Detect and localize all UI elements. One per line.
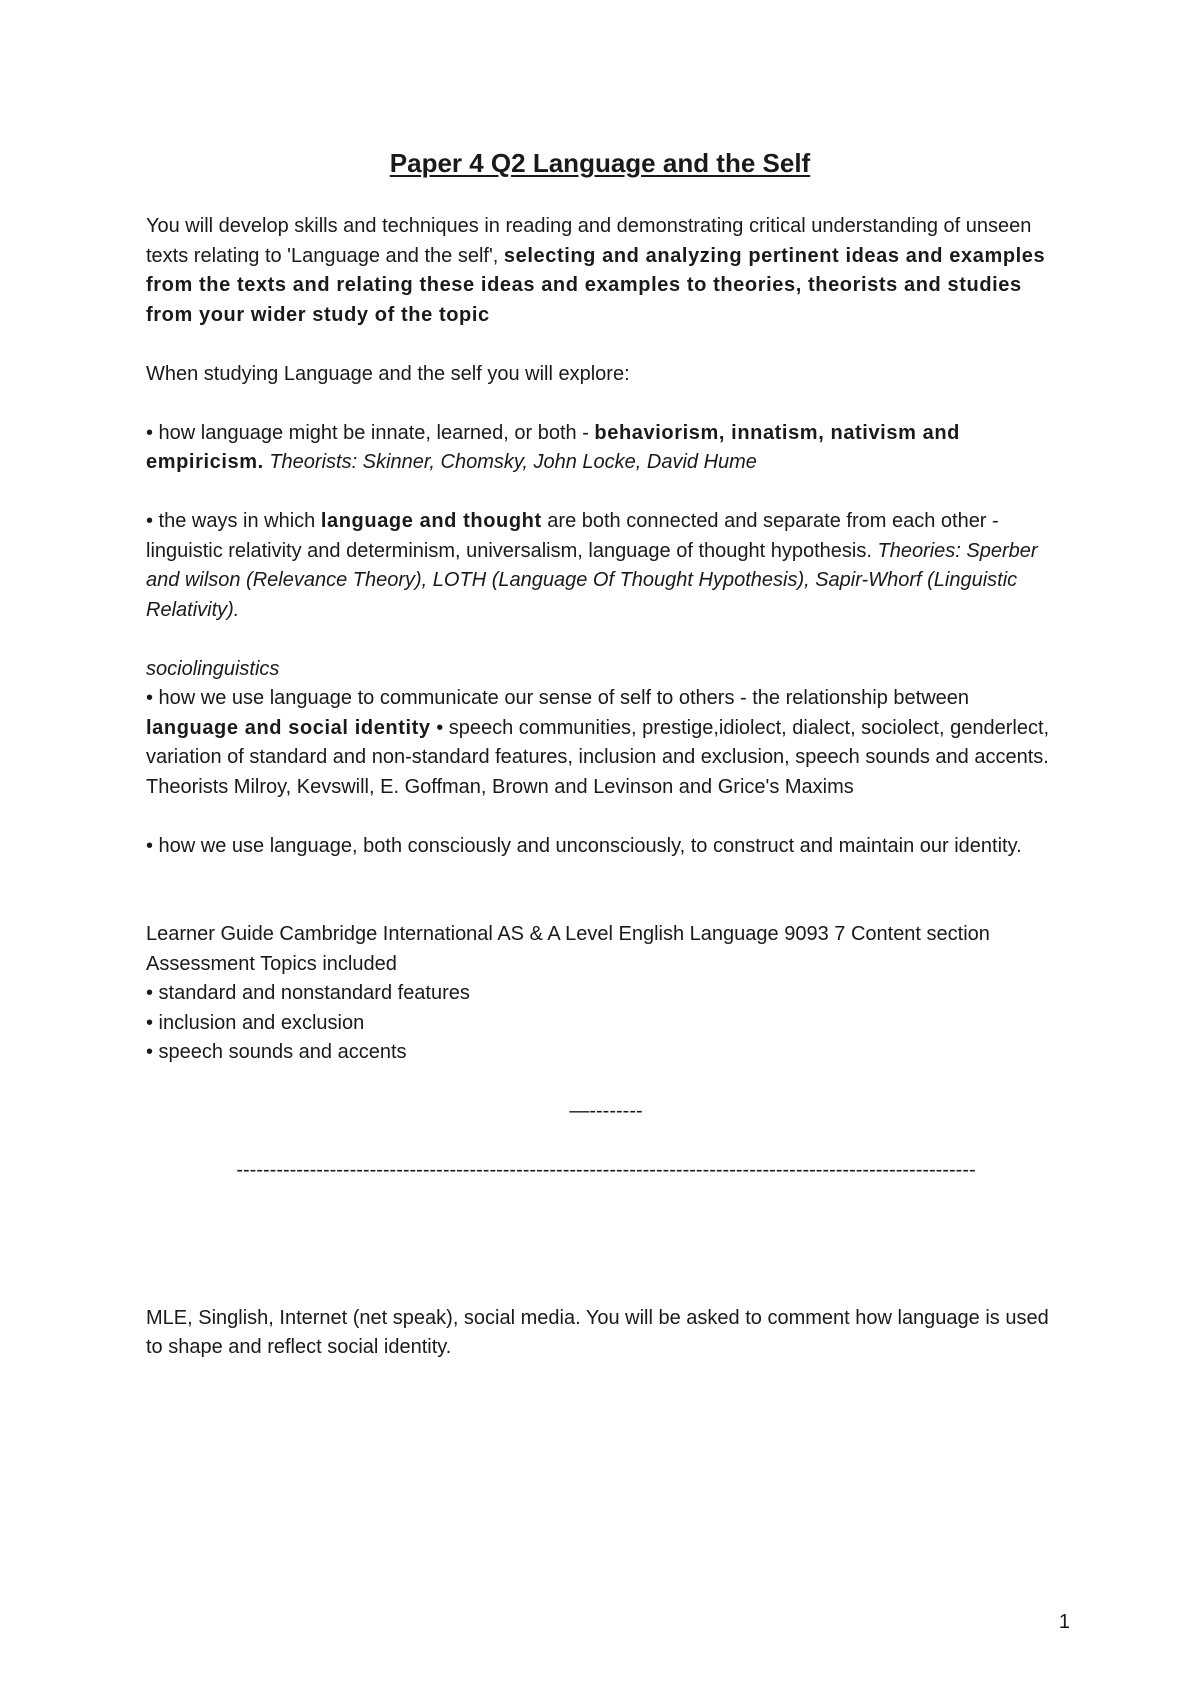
point-bold-text: language and social identity	[146, 716, 431, 739]
point-text: • the ways in which	[146, 510, 321, 532]
point-bold-text: behaviorism, innatism, nativism and empiricism.	[146, 421, 960, 473]
intro-paragraph	[146, 212, 1066, 330]
point-text: • how language might be innate, learned, or both -	[146, 421, 595, 444]
point-language-thought	[146, 507, 1066, 625]
point-italic-text: Theories: Sperber and wilson (Relevance Theory), LOTH (Language Of Thought Hypothesis), Sapir-Whorf (Linguistic Relativity).	[146, 539, 1038, 621]
long-separator: ---------------------------------------------------------------------------------------------------------------	[236, 1159, 976, 1181]
topic-item: • standard and nonstandard features	[146, 982, 470, 1004]
explore-heading: When studying Language and the self you will explore:	[146, 362, 630, 385]
document-body	[146, 212, 1066, 1363]
intro-bold-text: selecting and analyzing pertinent ideas and examples from the texts and relating these ideas and examples to theories, theorists and studies from your wider study of the topic	[146, 244, 1046, 326]
page-number: 1	[1058, 1611, 1070, 1633]
sociolinguistics-label: sociolinguistics	[146, 657, 280, 680]
point-innate-language	[146, 419, 1066, 478]
learner-guide-text: Learner Guide Cambridge International AS & A Level English Language 9093 7 Content section Assessment Topics included	[146, 923, 990, 975]
point-social-identity	[146, 684, 1066, 802]
intro-text: You will develop skills and techniques in reading and demonstrating critical understanding of unseen texts relating to 'Language and the self',	[146, 215, 1032, 267]
point-text: are both connected and separate from each other - linguistic relativity and determinism, universalism, language of thought hypothesis.	[146, 510, 999, 562]
page-title: Paper 4 Q2 Language and the Self	[389, 148, 811, 178]
topic-item: • speech sounds and accents	[146, 1041, 407, 1063]
point-text: • how we use language to communicate our sense of self to others - the relationship between	[146, 687, 970, 709]
point-construct-identity: • how we use language, both consciously and unconsciously, to construct and maintain our identity.	[146, 834, 1022, 857]
closing-paragraph: MLE, Singlish, Internet (net speak), social media. You will be asked to comment how language is used to shape and reflect social identity.	[146, 1306, 1049, 1358]
short-separator: —--------	[569, 1100, 643, 1122]
topic-item: • inclusion and exclusion	[146, 1011, 365, 1034]
point-italic-text: Theorists: Skinner, Chomsky, John Locke, David Hume	[263, 451, 757, 473]
point-text: • speech communities, prestige,idiolect, dialect, sociolect, genderlect, variation of standard and non-standard features, inclusion and exclusion, speech sounds and accents. Theorists Milroy, Kevswill, E. Goffman, Brown and Levinson and Grice's Maxims	[146, 716, 1050, 798]
point-bold-text: language and thought	[320, 510, 542, 532]
